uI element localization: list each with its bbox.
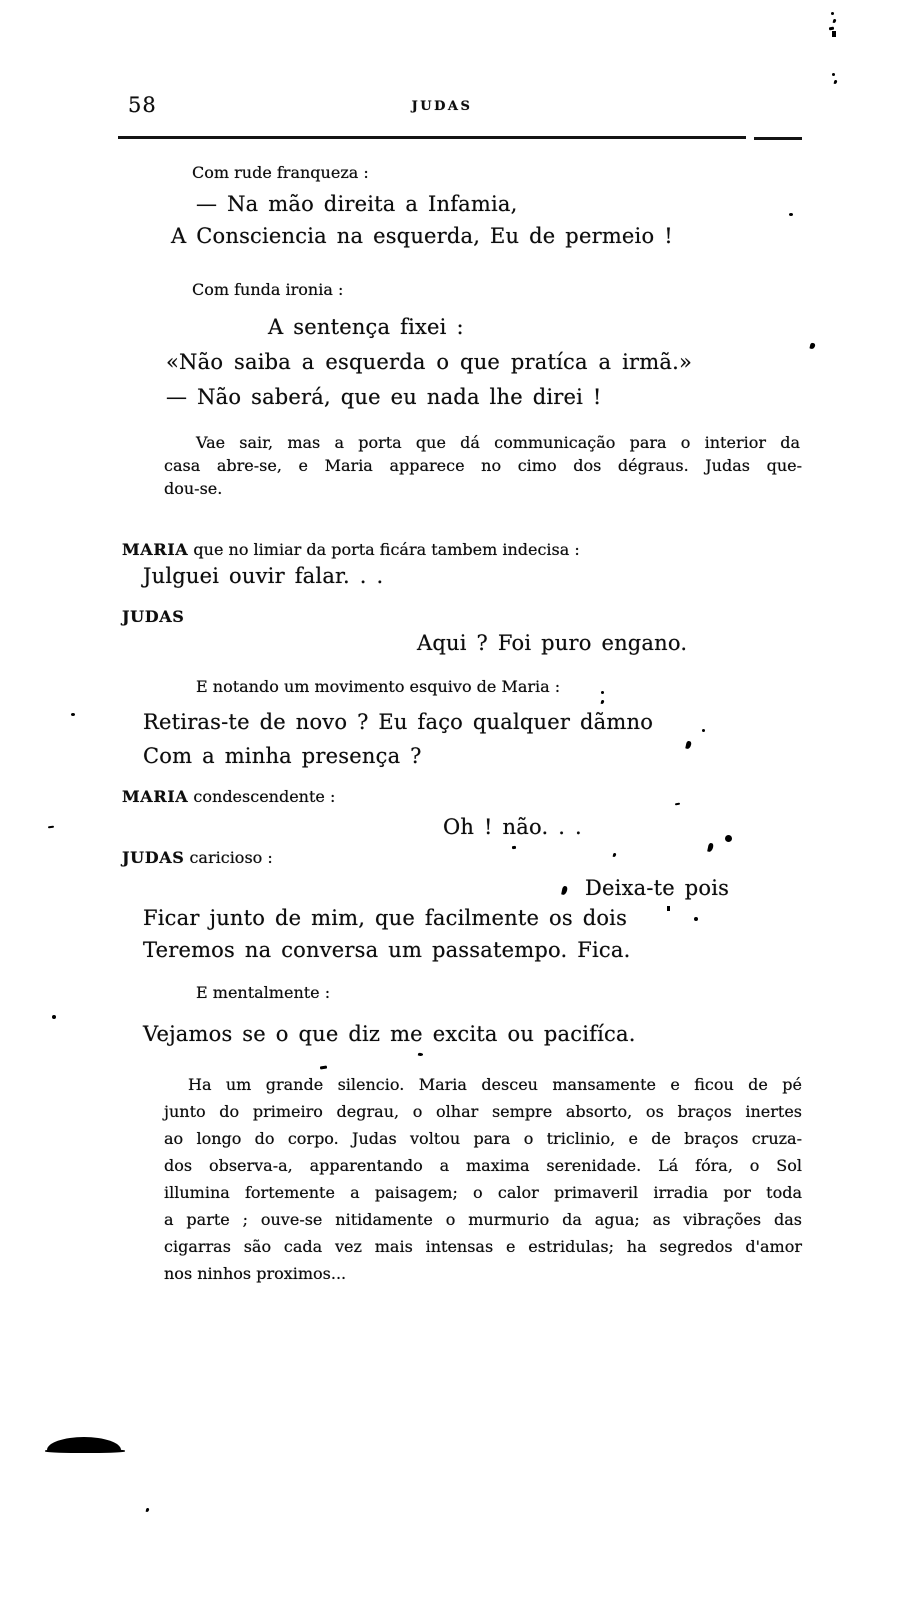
ink-speck [48, 826, 54, 829]
ink-speck [685, 741, 692, 750]
ink-speck [52, 1015, 56, 1019]
ink-speck [613, 853, 617, 858]
ink-speck [601, 691, 604, 694]
stage-direction: nos ninhos proximos... [164, 1264, 347, 1283]
stage-direction: Ha um grande silencio. Maria desceu mansamente e ficou de pé [188, 1075, 802, 1094]
ink-speck [809, 343, 815, 350]
dialogue-line: Oh ! não. . . [443, 815, 582, 839]
dialogue-line: Julguei ouvir falar. . . [143, 564, 384, 588]
stage-direction: junto do primeiro degrau, o olhar sempre absorto, os braços inertes [164, 1102, 802, 1121]
ink-speck [702, 729, 705, 732]
stage-direction: Com funda ironia : [192, 280, 344, 299]
stage-direction: E mentalmente : [196, 983, 331, 1002]
dialogue-line: Deixa-te pois [585, 876, 730, 900]
verse-line: A sentença fixei : [268, 315, 464, 339]
ink-speck [834, 80, 838, 85]
speaker-label: MARIA [122, 540, 189, 559]
speaker-line [122, 608, 184, 626]
stage-direction: Vae sair, mas a porta que dá communicação para o interior da [196, 433, 800, 452]
speaker-stage-note: que no limiar da porta ficára tambem indecisa : [188, 540, 580, 559]
dialogue-line: Ficar junto de mim, que facilmente os dois [143, 906, 628, 930]
ink-speck [831, 12, 834, 15]
stage-direction: a parte ; ouve-se nitidamente o murmurio da agua; as vibrações das [164, 1210, 802, 1229]
ink-speck [418, 1053, 424, 1057]
header-rule [118, 136, 746, 139]
speaker-stage-note: caricioso : [184, 848, 273, 867]
speaker-label: JUDAS [122, 607, 185, 626]
speaker-line [122, 849, 273, 867]
ink-speck [320, 1066, 327, 1070]
ink-speck [675, 803, 680, 806]
speaker-line [122, 541, 580, 559]
verse-line: «Não saiba a esquerda o que pratíca a irmã.» [166, 350, 692, 374]
ink-speck [829, 27, 834, 31]
verse-line: — Não saberá, que eu nada lhe direi ! [166, 385, 602, 409]
stage-direction: dou-se. [164, 479, 223, 498]
stage-direction: illumina fortemente a paisagem; o calor primaveril irradia por toda [164, 1183, 802, 1202]
ink-speck [832, 31, 836, 37]
speaker-line [122, 788, 335, 806]
ink-speck [725, 835, 732, 842]
page-number: 58 [128, 93, 157, 117]
ink-speck [561, 886, 568, 896]
ink-speck [146, 1508, 150, 1513]
stage-direction: cigarras são cada vez mais intensas e estridulas; ha segredos d'amor [164, 1237, 802, 1256]
dialogue-line: Teremos na conversa um passatempo. Fica. [143, 938, 631, 962]
ink-speck [833, 19, 837, 24]
stage-direction: dos observa-a, apparentando a maxima serenidade. Lá fóra, o Sol [164, 1156, 802, 1175]
ink-speck [512, 846, 516, 850]
dialogue-line: Com a minha presença ? [143, 744, 422, 768]
ink-blob-base [45, 1449, 125, 1453]
ink-speck [667, 906, 670, 911]
ink-speck [601, 700, 605, 705]
dialogue-line: Aqui ? Foi puro engano. [417, 631, 688, 655]
ink-speck [71, 713, 75, 716]
running-title: JUDAS [411, 99, 473, 114]
stage-direction: Com rude franqueza : [192, 163, 369, 182]
verse-line: — Na mão direita a Infamia, [196, 192, 518, 216]
speaker-stage-note: condescendente : [188, 787, 336, 806]
ink-speck [707, 843, 714, 853]
header-rule-fragment [754, 137, 802, 140]
ink-speck [694, 917, 698, 921]
ink-speck [789, 213, 793, 216]
speaker-label: MARIA [122, 787, 189, 806]
stage-direction: E notando um movimento esquivo de Maria : [196, 677, 561, 696]
ink-speck [832, 73, 835, 76]
dialogue-line: Retiras-te de novo ? Eu faço qualquer dãmno [143, 710, 654, 734]
dialogue-line: Vejamos se o que diz me excita ou pacifíca. [143, 1022, 636, 1046]
stage-direction: casa abre-se, e Maria apparece no cimo dos dégraus. Judas que- [164, 456, 802, 475]
speaker-label: JUDAS [122, 848, 185, 867]
verse-line: A Consciencia na esquerda, Eu de permeio ! [171, 224, 673, 248]
stage-direction: ao longo do corpo. Judas voltou para o triclinio, e de braços cruza- [164, 1129, 802, 1148]
